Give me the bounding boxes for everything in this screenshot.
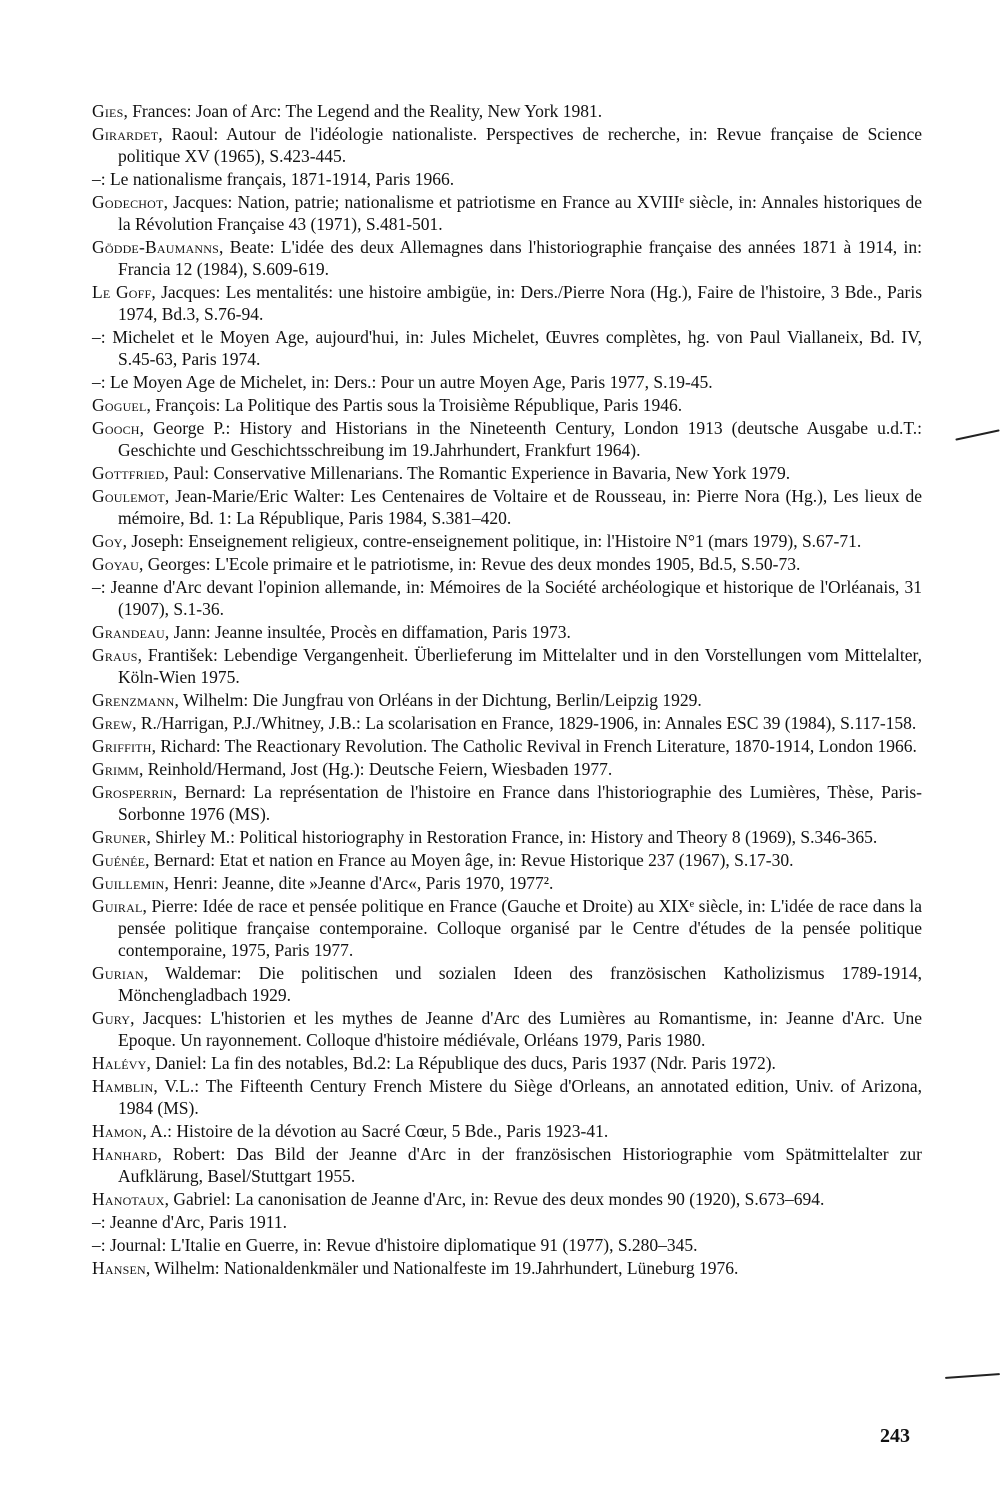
entry-text: –: Michelet et le Moyen Age, aujourd'hui, in: Jules Michelet, Œuvres complètes, hg. von Paul Viallaneix, Bd. IV, S.45-63, Paris 1974. — [92, 327, 922, 369]
entry-text: , V.L.: The Fifteenth Century French Mistere du Siège d'Orleans, an annotated edition, Univ. of Arizona, 1984 (MS). — [118, 1076, 922, 1118]
bibliography-entry — [92, 826, 922, 848]
entry-author: Hanhard — [92, 1144, 158, 1164]
entry-text: , Shirley M.: Political historiography in Restoration France, in: History and Theory 8 (1969), S.346-365. — [146, 827, 878, 847]
bibliography-entry — [92, 1211, 922, 1233]
bibliography-entry — [92, 758, 922, 780]
entry-text: , Frances: Joan of Arc: The Legend and the Reality, New York 1981. — [123, 101, 603, 121]
entry-author: Goyau — [92, 554, 139, 574]
entry-author: Guénée — [92, 850, 146, 870]
margin-pencil-mark — [955, 429, 999, 440]
bibliography-entry — [92, 644, 922, 688]
entry-text: , Raoul: Autour de l'idéologie nationaliste. Perspectives de recherche, in: Revue française de Science politique XV (1965), S.423-445. — [118, 124, 922, 166]
bibliography-entry — [92, 530, 922, 552]
bibliography-entry — [92, 371, 922, 393]
bibliography-entry — [92, 895, 922, 961]
entry-text: –: Jeanne d'Arc devant l'opinion allemande, in: Mémoires de la Société archéologique et historique de l'Orléanais, 31 (1907), S.1-36. — [92, 577, 922, 619]
entry-text: , George P.: History and Historians in the Nineteenth Century, London 1913 (deutsche Ausgabe u.d.T.: Geschichte und Geschichtsschreibung im 19.Jahrhundert, Frankfurt 1964). — [118, 418, 922, 460]
entry-text: , Wilhelm: Die Jungfrau von Orléans in der Dichtung, Berlin/Leipzig 1929. — [174, 690, 702, 710]
entry-text: , Beate: L'idée des deux Allemagnes dans l'historiographie française des années 1871 à 1914, in: Francia 12 (1984), S.609-619. — [118, 237, 922, 279]
entry-author: Hamblin — [92, 1076, 154, 1096]
entry-text: , Pierre: Idée de race et pensée politique en France (Gauche et Droite) au XIXᵉ siècle, in: L'idée de race dans la pensée politique française contemporaine. Colloque organisé par le Centre d'études de la pensée politique contemporaine, 1975, Paris 1977. — [118, 896, 922, 960]
entry-text: , Bernard: Etat et nation en France au Moyen âge, in: Revue Historique 237 (1967), S.17-30. — [145, 850, 794, 870]
entry-text: , Wilhelm: Nationaldenkmäler und Nationalfeste im 19.Jahrhundert, Lüneburg 1976. — [145, 1258, 739, 1278]
entry-author: Gottfried — [92, 463, 165, 483]
bibliography-entry — [92, 621, 922, 643]
bibliography-entry — [92, 1007, 922, 1051]
entry-author: Grimm — [92, 759, 139, 779]
bibliography-entry — [92, 1120, 922, 1142]
bibliography-entry — [92, 191, 922, 235]
entry-author: Guiral — [92, 896, 143, 916]
bibliography-entry — [92, 485, 922, 529]
entry-text: , Robert: Das Bild der Jeanne d'Arc in der französischen Historiographie vom Spätmittelalter zur Aufklärung, Basel/Stuttgart 1955. — [118, 1144, 922, 1186]
bibliography-entry — [92, 553, 922, 575]
bibliography-entry — [92, 462, 922, 484]
bibliography-list — [92, 100, 922, 1280]
entry-author: Halévy — [92, 1053, 147, 1073]
bibliography-entry — [92, 1234, 922, 1256]
entry-text: , František: Lebendige Vergangenheit. Überlieferung im Mittelalter und in den Vorstellungen vom Mittelalter, Köln-Wien 1975. — [118, 645, 922, 687]
bibliography-entry — [92, 576, 922, 620]
entry-text: , Gabriel: La canonisation de Jeanne d'Arc, in: Revue des deux mondes 90 (1920), S.673–694. — [164, 1189, 825, 1209]
entry-author: Guillemin — [92, 873, 165, 893]
entry-author: Hamon — [92, 1121, 143, 1141]
entry-text: , Paul: Conservative Millenarians. The Romantic Experience in Bavaria, New York 1979. — [164, 463, 791, 483]
entry-author: Gruner — [92, 827, 147, 847]
entry-text: , François: La Politique des Partis sous la Troisième République, Paris 1946. — [146, 395, 683, 415]
bibliography-entry — [92, 1257, 922, 1279]
entry-text: , Joseph: Enseignement religieux, contre-enseignement politique, in: l'Histoire N°1 (mars 1979), S.67-71. — [122, 531, 862, 551]
entry-text: , Jean-Marie/Eric Walter: Les Centenaires de Voltaire et de Rousseau, in: Pierre Nora (Hg.), Les lieux de mémoire, Bd. 1: La République, Paris 1984, S.381–420. — [118, 486, 922, 528]
bibliography-entry — [92, 1188, 922, 1210]
bibliography-entry — [92, 236, 922, 280]
entry-author: Goy — [92, 531, 123, 551]
entry-author: Goulemot — [92, 486, 165, 506]
bibliography-entry — [92, 168, 922, 190]
entry-text: , A.: Histoire de la dévotion au Sacré Cœur, 5 Bde., Paris 1923-41. — [142, 1121, 609, 1141]
bibliography-entry — [92, 394, 922, 416]
entry-author: Godechot — [92, 192, 164, 212]
entry-author: Grew — [92, 713, 133, 733]
entry-text: –: Le nationalisme français, 1871-1914, Paris 1966. — [92, 169, 455, 189]
entry-text: , Reinhold/Hermand, Jost (Hg.): Deutsche Feiern, Wiesbaden 1977. — [138, 759, 613, 779]
bibliography-entry — [92, 1052, 922, 1074]
margin-pencil-mark — [945, 1373, 1000, 1379]
entry-text: , Jann: Jeanne insultée, Procès en diffamation, Paris 1973. — [164, 622, 571, 642]
bibliography-entry — [92, 123, 922, 167]
entry-author: Gooch — [92, 418, 140, 438]
bibliography-entry — [92, 100, 922, 122]
entry-text: –: Le Moyen Age de Michelet, in: Ders.: Pour un autre Moyen Age, Paris 1977, S.19-45. — [92, 372, 713, 392]
bibliography-entry — [92, 326, 922, 370]
entry-text: , Jacques: Nation, patrie; nationalisme et patriotisme en France au XVIIIᵉ siècle, in: Annales historiques de la Révolution Française 43 (1971), S.481-501. — [118, 192, 922, 234]
entry-author: Le Goff — [92, 282, 152, 302]
entry-text: , Jacques: Les mentalités: une histoire ambigüe, in: Ders./Pierre Nora (Hg.), Faire de l'histoire, 3 Bde., Paris 1974, Bd.3, S.76-94. — [118, 282, 923, 324]
entry-author: Hanotaux — [92, 1189, 165, 1209]
bibliography-entry — [92, 281, 922, 325]
entry-author: Hansen — [92, 1258, 146, 1278]
entry-text: –: Journal: L'Italie en Guerre, in: Revue d'histoire diplomatique 91 (1977), S.280–345. — [92, 1235, 698, 1255]
bibliography-entry — [92, 1075, 922, 1119]
entry-text: , Henri: Jeanne, dite »Jeanne d'Arc«, Paris 1970, 1977². — [164, 873, 554, 893]
entry-text: , Jacques: L'historien et les mythes de Jeanne d'Arc des Lumières au Romantisme, in: Jeanne d'Arc. Une Epoque. Un rayonnement. Colloque d'histoire médiévale, Orléans 1979, Paris 1980. — [118, 1008, 922, 1050]
entry-author: Gödde-Baumanns — [92, 237, 219, 257]
entry-author: Gurian — [92, 963, 144, 983]
bibliography-entry — [92, 872, 922, 894]
entry-text: –: Jeanne d'Arc, Paris 1911. — [92, 1212, 287, 1232]
bibliography-entry — [92, 417, 922, 461]
entry-text: , Waldemar: Die politischen und sozialen Ideen des französischen Katholizismus 1789-1914, Mönchengladbach 1929. — [118, 963, 922, 1005]
entry-author: Girardet — [92, 124, 159, 144]
bibliography-entry — [92, 962, 922, 1006]
bibliography-entry — [92, 712, 922, 734]
entry-author: Gury — [92, 1008, 131, 1028]
entry-author: Grandeau — [92, 622, 165, 642]
entry-text: , Bernard: La représentation de l'histoire en France dans l'historiographie des Lumières, Thèse, Paris-Sorbonne 1976 (MS). — [118, 782, 922, 824]
bibliography-entry — [92, 1143, 922, 1187]
entry-author: Graus — [92, 645, 138, 665]
bibliography-entry — [92, 689, 922, 711]
entry-text: , Richard: The Reactionary Revolution. The Catholic Revival in French Literature, 1870-1914, London 1966. — [151, 736, 917, 756]
entry-text: , Daniel: La fin des notables, Bd.2: La République des ducs, Paris 1937 (Ndr. Paris 1972). — [146, 1053, 776, 1073]
entry-author: Gies — [92, 101, 124, 121]
bibliography-entry — [92, 849, 922, 871]
bibliography-entry — [92, 781, 922, 825]
page-number: 243 — [880, 1425, 910, 1447]
entry-author: Griffith — [92, 736, 152, 756]
entry-text: , Georges: L'Ecole primaire et le patriotisme, in: Revue des deux mondes 1905, Bd.5, S.50-73. — [138, 554, 801, 574]
entry-author: Grosperrin — [92, 782, 173, 802]
entry-author: Goguel — [92, 395, 147, 415]
bibliography-entry — [92, 735, 922, 757]
entry-text: , R./Harrigan, P.J./Whitney, J.B.: La scolarisation en France, 1829-1906, in: Annales ESC 39 (1984), S.117-158. — [132, 713, 917, 733]
entry-author: Grenzmann — [92, 690, 175, 710]
